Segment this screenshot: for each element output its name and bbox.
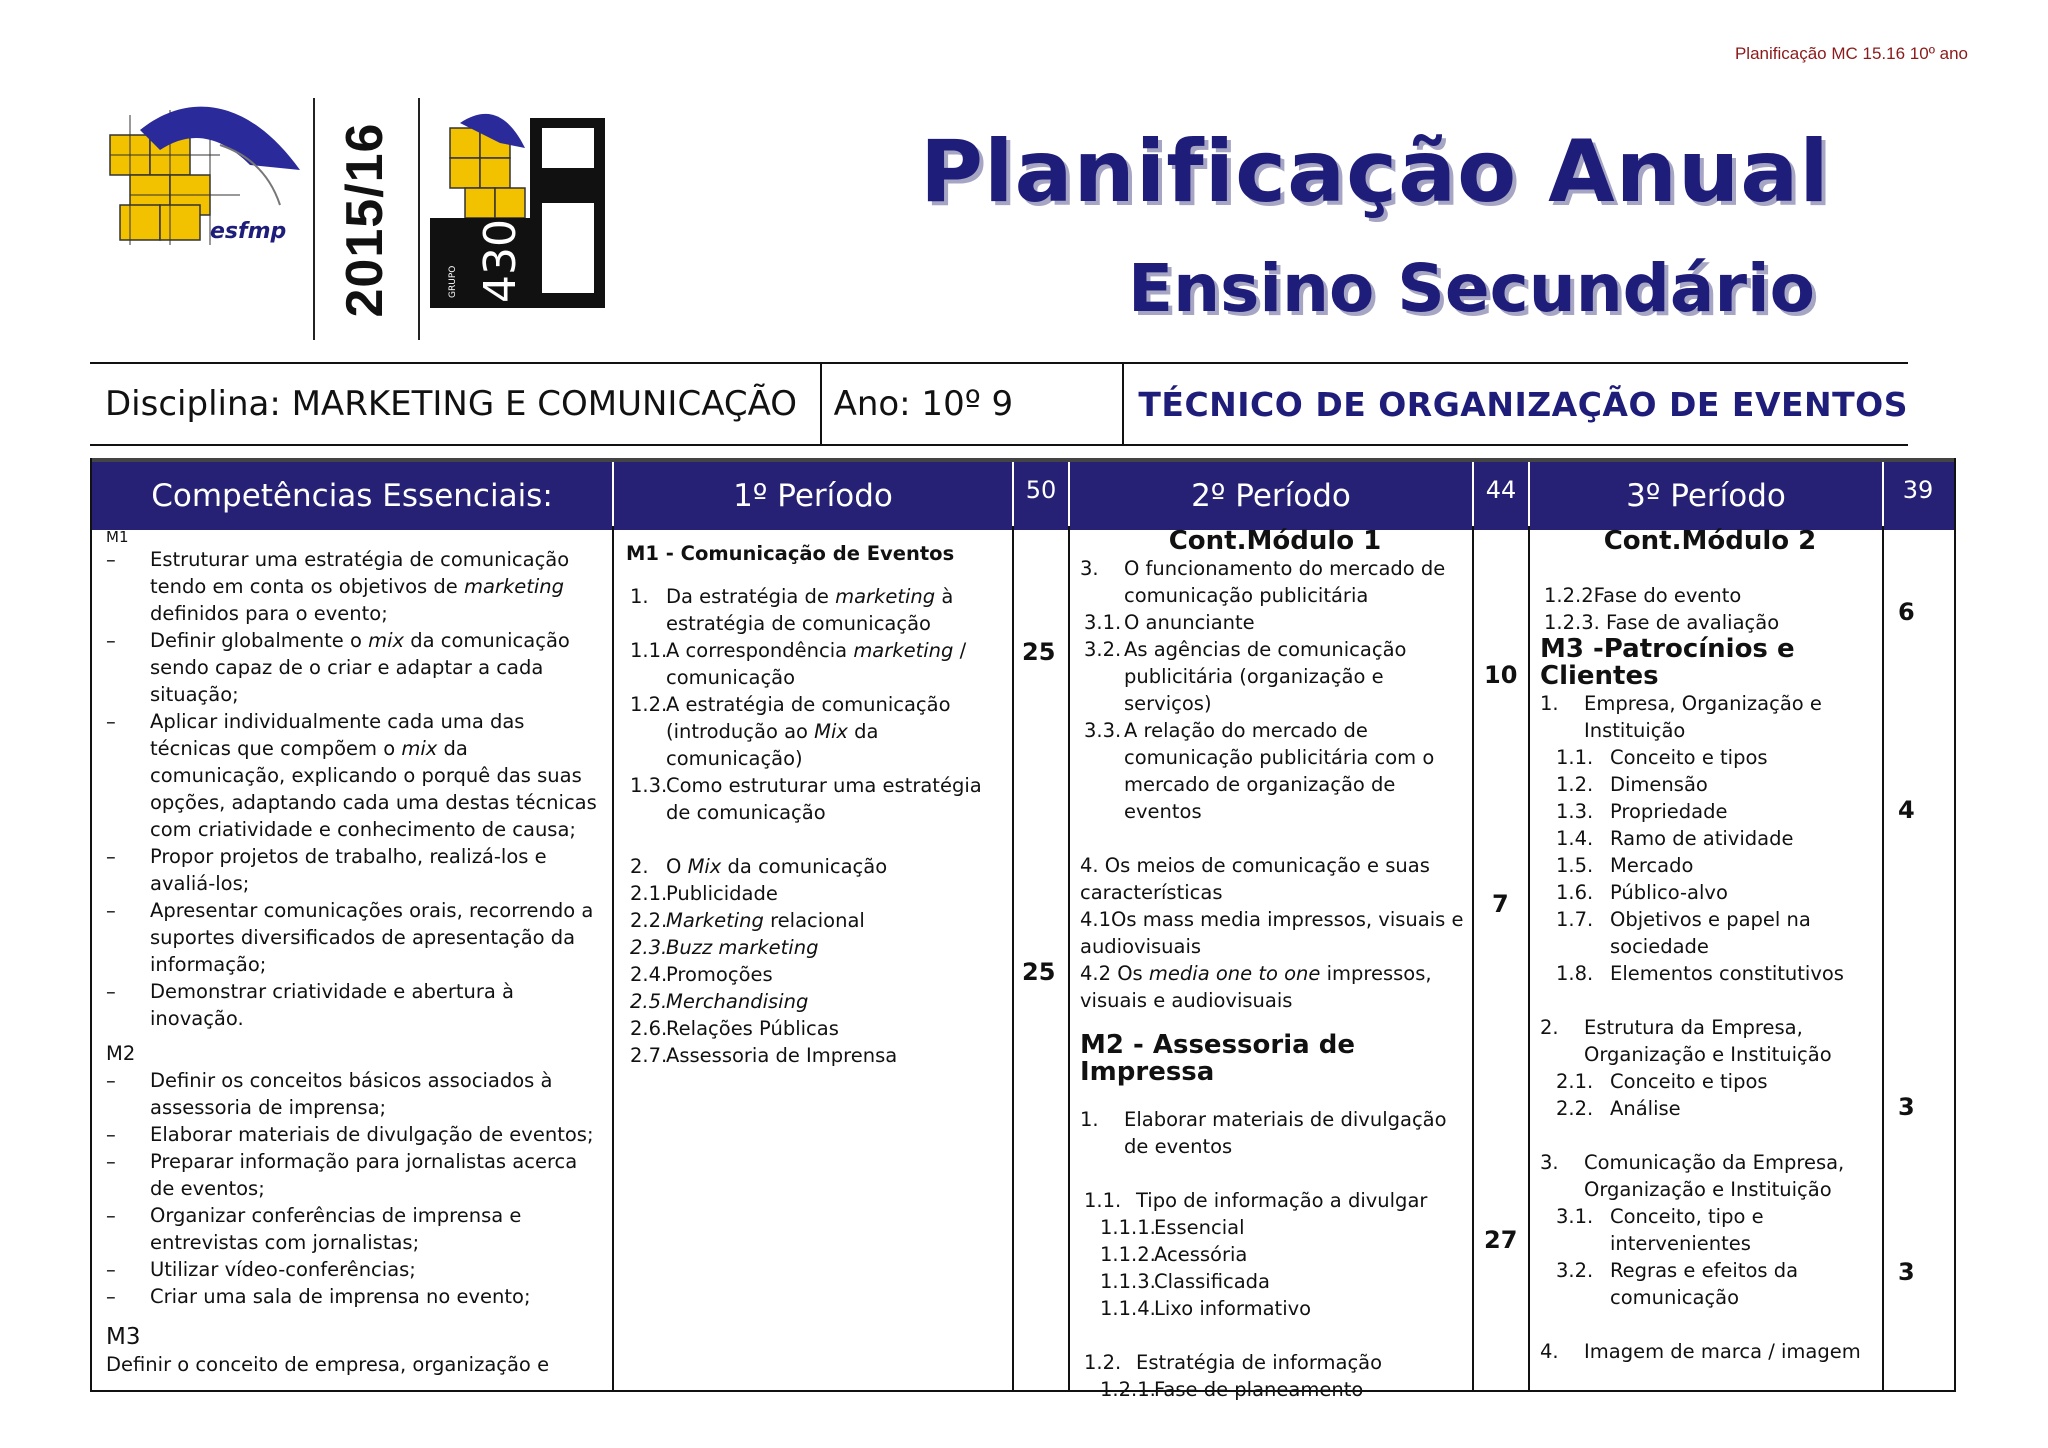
item-text: Conceito e tipos (1610, 746, 1768, 769)
list-item (1540, 798, 1880, 825)
item-number: 2. (1540, 1016, 1559, 1039)
item-text: A estratégia de comunicação (introdução ao Mix da comunicação) (666, 693, 951, 770)
item-text: O anunciante (1124, 611, 1255, 634)
item-text: Análise (1610, 1097, 1681, 1120)
p3-module-title: Cont.Módulo 2 (1603, 526, 1817, 556)
list-item (1540, 1095, 1880, 1122)
item-text: Mercado (1610, 854, 1694, 877)
list-item-text: Definir globalmente o mix da comunicação sendo capaz de o criar e adaptar a cada situação; (150, 629, 570, 706)
page-title: Planificação Anual (920, 122, 1830, 222)
p2-m2-title: M2 - Assessoria de Impressa (1080, 1030, 1355, 1087)
list-item (106, 897, 606, 978)
header-period-3: 3º Período (1626, 478, 1786, 514)
p2-hours-a: 10 (1484, 661, 1518, 689)
list-item (1080, 717, 1470, 825)
list-item (1540, 1014, 1880, 1068)
item-text: Dimensão (1610, 773, 1708, 796)
discipline-label: Disciplina: MARKETING E COMUNICAÇÃO (105, 384, 798, 424)
list-item (1080, 1106, 1470, 1160)
item-text: Regras e efeitos da comunicação (1610, 1259, 1799, 1309)
item-text: Acessória (1154, 1243, 1248, 1266)
planning-table (90, 458, 1956, 1401)
bullet-dash: – (106, 548, 116, 571)
list-item (106, 1121, 606, 1148)
list-item (1080, 636, 1470, 717)
list-item (1080, 1187, 1470, 1214)
bullet-dash: – (106, 1150, 116, 1173)
item-number: 2.6. (630, 1017, 668, 1040)
item-text: As agências de comunicação publicitária (organização e serviços) (1124, 638, 1407, 715)
m1-label: M1 (106, 528, 129, 546)
item-text: Relações Públicas (666, 1017, 839, 1040)
item-number: 1.6. (1556, 881, 1594, 904)
list-item (626, 637, 1010, 691)
period-1-column (626, 526, 1010, 1390)
item-text: Publicidade (666, 882, 778, 905)
list-item (1540, 852, 1880, 879)
list-item-text: Definir os conceitos básicos associados à assessoria de imprensa; (150, 1069, 553, 1119)
list-item (1080, 1349, 1470, 1376)
period-2-column (1080, 526, 1470, 1401)
list-item: 1.2.2Fase do evento (1544, 584, 1742, 607)
list-item (1080, 1268, 1470, 1295)
bullet-dash: – (106, 1123, 116, 1146)
item-number: 1. (1540, 692, 1559, 715)
m2-label: M2 (106, 1042, 136, 1065)
item-number: 2.7. (630, 1044, 668, 1067)
item-number: 2.2. (1556, 1097, 1594, 1120)
list-item (106, 627, 606, 708)
page-subtitle: Ensino Secundário (1128, 250, 1815, 327)
bullet-dash: – (106, 1069, 116, 1092)
item-number: 2.1. (630, 882, 668, 905)
list-item-text: Criar uma sala de imprensa no evento; (150, 1285, 531, 1308)
list-item (626, 880, 1010, 907)
item-text: Estratégia de informação (1136, 1351, 1383, 1374)
p1-topics-list (626, 583, 1010, 826)
item-number: 3. (1080, 557, 1099, 580)
list-item (1540, 1068, 1880, 1095)
item-number: 1.1.4. (1100, 1297, 1156, 1320)
list-item (1540, 690, 1880, 744)
table-header (92, 458, 1954, 530)
item-text: Conceito e tipos (1610, 1070, 1768, 1093)
item-text: Marketing relacional (666, 909, 865, 932)
item-number: 2. (630, 855, 649, 878)
p2-para-2: 4.1Os mass media impressos, visuais e audiovisuais (1080, 908, 1464, 958)
p2-m2-sub2-list (1080, 1349, 1470, 1403)
bullet-dash: – (106, 710, 116, 733)
list-item (1540, 906, 1880, 960)
item-text: Elaborar materiais de divulgação de eventos (1124, 1108, 1447, 1158)
school-logo (100, 95, 305, 255)
header-divider (313, 98, 315, 340)
bullet-dash: – (106, 1258, 116, 1281)
m3-text: Definir o conceito de empresa, organização e (106, 1353, 550, 1376)
item-text: O funcionamento do mercado de comunicação publicitária (1124, 557, 1446, 607)
item-number: 2.3. (630, 936, 668, 959)
list-item (1540, 879, 1880, 906)
list-item (106, 708, 606, 843)
item-number: 1. (630, 585, 649, 608)
item-text: Promoções (666, 963, 773, 986)
list-item (1540, 1203, 1880, 1257)
item-text: Como estruturar uma estratégia de comunicação (666, 774, 982, 824)
item-text: Merchandising (666, 990, 809, 1013)
list-item-text: Demonstrar criatividade e abertura à inovação. (150, 980, 514, 1030)
list-item-text: Apresentar comunicações orais, recorrendo a suportes diversificados de apresentação da informação; (150, 899, 594, 976)
list-item (1080, 555, 1470, 609)
p2-hours-c: 27 (1484, 1226, 1518, 1254)
p3-hours-a: 6 (1898, 598, 1915, 626)
item-text: Estrutura da Empresa, Organização e Instituição (1584, 1016, 1832, 1066)
item-number: 2.1. (1556, 1070, 1594, 1093)
course-name: TÉCNICO DE ORGANIZAÇÃO DE EVENTOS (1138, 384, 1908, 424)
list-item (626, 691, 1010, 772)
list-item (1080, 1376, 1470, 1403)
item-text: Elementos constitutivos (1610, 962, 1844, 985)
item-text: Ramo de atividade (1610, 827, 1794, 850)
p3-section-2 (1540, 1014, 1880, 1122)
period-3-column (1540, 526, 1880, 1390)
item-number: 1.1. (1084, 1189, 1122, 1212)
group-label: GRUPO (448, 265, 458, 298)
header-divider (418, 98, 420, 340)
item-number: 1. (1080, 1108, 1099, 1131)
m2-competencias-list (106, 1067, 606, 1310)
p2-topics-list (1080, 555, 1470, 825)
list-item (626, 853, 1010, 880)
item-text: Tipo de informação a divulgar (1136, 1189, 1428, 1212)
list-item (1540, 744, 1880, 771)
p2-m2-sub-list (1080, 1187, 1470, 1322)
item-text: Essencial (1154, 1216, 1245, 1239)
item-number: 1.2.1. (1100, 1378, 1156, 1401)
school-year: 2015/16 (336, 122, 394, 318)
item-number: 1.1.2. (1100, 1243, 1156, 1266)
item-number: 1.3. (1556, 800, 1594, 823)
list-item-text: Organizar conferências de imprensa e entrevistas com jornalistas; (150, 1204, 522, 1254)
list-item-text: Propor projetos de trabalho, realizá-los e avaliá-los; (150, 845, 547, 895)
p2-m2-list (1080, 1106, 1470, 1160)
bullet-dash: – (106, 1204, 116, 1227)
bullet-dash: – (106, 899, 116, 922)
item-number: 1.5. (1556, 854, 1594, 877)
list-item-text: Preparar informação para jornalistas acerca de eventos; (150, 1150, 578, 1200)
list-item (1540, 1149, 1880, 1203)
list-item-text: Elaborar materiais de divulgação de eventos; (150, 1123, 594, 1146)
item-text: Buzz marketing (666, 936, 819, 959)
p1-mix-list (626, 853, 1010, 1069)
list-item (106, 1148, 606, 1202)
list-item (1080, 1241, 1470, 1268)
item-number: 2.4. (630, 963, 668, 986)
list-item (106, 843, 606, 897)
p3-section-4 (1540, 1338, 1880, 1365)
m3-label: M3 (106, 1324, 141, 1350)
p1-module-title: M1 - Comunicação de Eventos (626, 542, 955, 565)
item-number: 2.5. (630, 990, 668, 1013)
bullet-dash: – (106, 1285, 116, 1308)
p1-hours-a: 25 (1022, 638, 1056, 666)
p2-para-1: 4. Os meios de comunicação e suas características (1080, 854, 1430, 904)
list-item-text: Estruturar uma estratégia de comunicação tendo em conta os objetivos de marketing definidos para o evento; (150, 548, 570, 625)
item-text: O Mix da comunicação (666, 855, 888, 878)
p1-hours-b: 25 (1022, 958, 1056, 986)
bullet-dash: – (106, 629, 116, 652)
item-text: Assessoria de Imprensa (666, 1044, 898, 1067)
list-item (106, 1202, 606, 1256)
item-number: 3.2. (1084, 638, 1122, 661)
item-number: 1.3. (630, 774, 668, 797)
item-number: 4. (1540, 1340, 1559, 1363)
list-item (626, 1042, 1010, 1069)
item-number: 3.1. (1084, 611, 1122, 634)
item-text: A correspondência marketing / comunicação (666, 639, 967, 689)
p2-para-3: 4.2 Os media one to one impressos, visuais e audiovisuais (1080, 962, 1432, 1012)
item-number: 3.1. (1556, 1205, 1594, 1228)
header-competencias: Competências Essenciais: (151, 478, 553, 514)
item-number: 2.2. (630, 909, 668, 932)
logo-text: esfmp (210, 219, 287, 244)
group-number: 430 (475, 219, 526, 303)
item-text: Fase de planeamento (1154, 1378, 1364, 1401)
item-text: A relação do mercado de comunicação publicitária com o mercado de organização de eventos (1124, 719, 1435, 823)
item-number: 1.1.1. (1100, 1216, 1156, 1239)
list-item (106, 1283, 606, 1310)
item-number: 1.2. (1084, 1351, 1122, 1374)
list-item (106, 978, 606, 1032)
p3-hours-d: 3 (1898, 1258, 1915, 1286)
header-note: Planificação MC 15.16 10º ano (1734, 44, 1968, 63)
item-number: 1.4. (1556, 827, 1594, 850)
header-period-1-hours: 50 (1025, 476, 1057, 504)
p3-section-3 (1540, 1149, 1880, 1311)
list-item (106, 1067, 606, 1121)
item-text: Comunicação da Empresa, Organização e Instituição (1584, 1151, 1845, 1201)
item-text: Da estratégia de marketing à estratégia de comunicação (666, 585, 954, 635)
list-item (1540, 825, 1880, 852)
list-item (106, 1256, 606, 1283)
item-number: 1.1. (1556, 746, 1594, 769)
list-item-text: Aplicar individualmente cada uma das técnicas que compõem o mix da comunicação, explicando o porquê das suas opções, adaptando cada uma destas técnicas com criatividade e conhecimento de causa; (150, 710, 597, 841)
list-item (626, 583, 1010, 637)
list-item (1080, 1214, 1470, 1241)
item-text: Empresa, Organização e Instituição (1584, 692, 1822, 742)
item-text: Objetivos e papel na sociedade (1610, 908, 1811, 958)
list-item (1080, 1295, 1470, 1322)
m1-competencias-list (106, 546, 606, 1032)
item-number: 1.1. (630, 639, 668, 662)
p3-phase-list (1540, 582, 1880, 636)
list-item (626, 934, 1010, 961)
item-text: Lixo informativo (1154, 1297, 1312, 1320)
list-item (1540, 960, 1880, 987)
course-info-row (90, 362, 1908, 446)
list-item (1540, 1257, 1880, 1311)
item-number: 1.7. (1556, 908, 1594, 931)
list-item (626, 961, 1010, 988)
p3-m3-title: M3 -Patrocínios e Clientes (1540, 634, 1795, 691)
header-period-1: 1º Período (733, 478, 893, 514)
p2-module-title: Cont.Módulo 1 (1168, 526, 1382, 556)
list-item (1080, 609, 1470, 636)
list-item: 1.2.3. Fase de avaliação (1544, 611, 1780, 634)
item-number: 3.2. (1556, 1259, 1594, 1282)
p2-hours-b: 7 (1492, 890, 1509, 918)
list-item-text: Utilizar vídeo-conferências; (150, 1258, 416, 1281)
list-item (626, 988, 1010, 1015)
list-item (626, 772, 1010, 826)
header-period-2: 2º Período (1191, 478, 1351, 514)
p3-hours-b: 4 (1898, 796, 1915, 824)
item-text: Conceito, tipo e intervenientes (1610, 1205, 1764, 1255)
list-item (1540, 1338, 1880, 1365)
list-item (106, 546, 606, 627)
item-text: Classificada (1154, 1270, 1271, 1293)
p3-hours-c: 3 (1898, 1093, 1915, 1121)
list-item (626, 907, 1010, 934)
header-period-3-hours: 39 (1902, 476, 1934, 504)
group-logo (430, 108, 605, 308)
bullet-dash: – (106, 845, 116, 868)
item-text: Propriedade (1610, 800, 1728, 823)
bullet-dash: – (106, 980, 116, 1003)
year-label: Ano: 10º 9 (820, 364, 1125, 444)
item-number: 3. (1540, 1151, 1559, 1174)
competencias-column (106, 526, 606, 1390)
header-period-2-hours: 44 (1485, 476, 1517, 504)
item-number: 1.1.3. (1100, 1270, 1156, 1293)
item-text: Imagem de marca / imagem (1584, 1340, 1861, 1363)
list-item (626, 1015, 1010, 1042)
item-number: 1.2. (630, 693, 668, 716)
p3-section-1 (1540, 690, 1880, 987)
item-number: 3.3. (1084, 719, 1122, 742)
item-number: 1.8. (1556, 962, 1594, 985)
item-number: 1.2. (1556, 773, 1594, 796)
item-text: Público-alvo (1610, 881, 1728, 904)
list-item (1540, 771, 1880, 798)
